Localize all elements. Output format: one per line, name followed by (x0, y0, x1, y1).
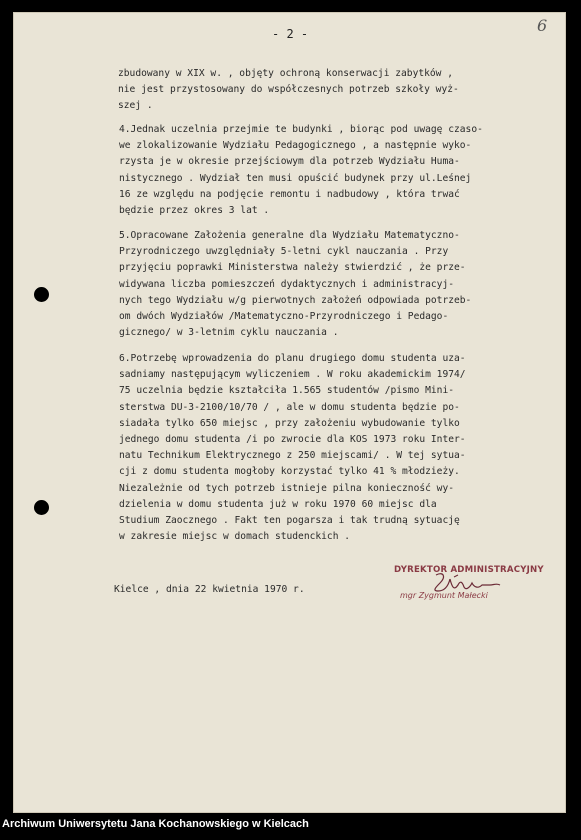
text-line: będzie przez okres 3 lat . (119, 205, 270, 217)
punch-hole-bottom (34, 500, 49, 515)
stamp-name: mgr Zygmunt Małecki (400, 591, 488, 600)
text-line: szej . (118, 100, 153, 112)
text-line: Niezależnie od tych potrzeb istnieje pilna konieczność wy- (119, 482, 455, 494)
page-number: - 2 - (272, 27, 309, 41)
text-line: Studium Zaocznego . Fakt ten pogarsza i tak trudną sytuację (119, 515, 460, 527)
paragraph-4 (119, 122, 559, 219)
paragraph-5 (119, 228, 559, 341)
punch-hole-top (34, 287, 49, 302)
archive-sheet-number: 6 (537, 16, 548, 35)
text-line: przyjęciu poprawki Ministerstwa należy stwierdzić , że prze- (119, 262, 466, 274)
text-line: we zlokalizowanie Wydziału Pedagogicznego , a następnie wyko- (119, 140, 472, 152)
text-line: sterstwa DU-3-2100/10/70 / , ale w domu studenta będzie po- (119, 401, 460, 413)
document-page (13, 12, 566, 813)
archive-footer-label: Archiwum Uniwersytetu Jana Kochanowskiego w Kielcach (2, 818, 309, 830)
text-line: siadała tylko 650 miejsc , przy założeniu wybudowanie tylko (119, 417, 460, 429)
text-line: widywana liczba pomieszczeń dydaktycznych i administracyj- (119, 278, 455, 290)
stamp-title: DYREKTOR ADMINISTRACYJNY (394, 565, 544, 575)
paragraph-6 (119, 351, 559, 545)
text-line: 4.Jednak uczelnia przejmie te budynki , biorąc pod uwagę czaso- (119, 124, 483, 135)
text-line: nistycznego . Wydział ten musi opuścić budynek przy ul.Leśnej (119, 172, 472, 184)
text-line: cji z domu studenta mogłoby korzystać tylko 41 % młodzieży. (119, 466, 460, 478)
text-line: jednego domu studenta /i po zwrocie dla KOS 1973 roku Inter- (119, 434, 466, 446)
text-line: dzielenia w domu studenta już w roku 1970 60 miejsc dla (119, 498, 437, 510)
place-and-date: Kielce , dnia 22 kwietnia 1970 r. (114, 584, 305, 595)
director-stamp (392, 565, 542, 605)
text-line: gicznego/ w 3-letnim cyklu nauczania . (119, 327, 339, 339)
text-line: 5.Opracowane Założenia generalne dla Wydziału Matematyczno- (119, 230, 460, 241)
text-line: w zakresie miejsc w domach studenckich . (119, 531, 351, 543)
text-line: natu Technikum Elektrycznego z 250 miejscami/ . W tej sytua- (119, 450, 466, 462)
text-line: Przyrodniczego uwzględniały 5-letni cykl nauczania . Przy (119, 246, 449, 258)
paragraph-3-continuation (118, 66, 558, 115)
text-line: zbudowany w XIX w. , objęty ochroną konserwacji zabytków , (118, 68, 454, 79)
text-line: om dwóch Wydziałów /Matematyczno-Przyrodniczego i Pedago- (119, 311, 449, 323)
text-line: 75 uczelnia będzie kształciła 1.565 studentów /pismo Mini- (119, 385, 455, 397)
text-line: nych tego Wydziału w/g pierwotnych założeń odpowiada potrzeb- (119, 294, 472, 306)
text-line: 16 ze względu na podjęcie remontu i nadbudowy , która trwać (119, 188, 460, 200)
text-line: rzysta je w okresie przejściowym dla potrzeb Wydziału Huma- (119, 156, 460, 168)
text-line: nie jest przystosowany do współczesnych potrzeb szkoły wyż- (118, 84, 459, 96)
text-line: 6.Potrzebę wprowadzenia do planu drugiego domu studenta uza- (119, 353, 466, 364)
text-line: sadniamy następującym wyliczeniem . W roku akademickim 1974/ (119, 369, 466, 381)
